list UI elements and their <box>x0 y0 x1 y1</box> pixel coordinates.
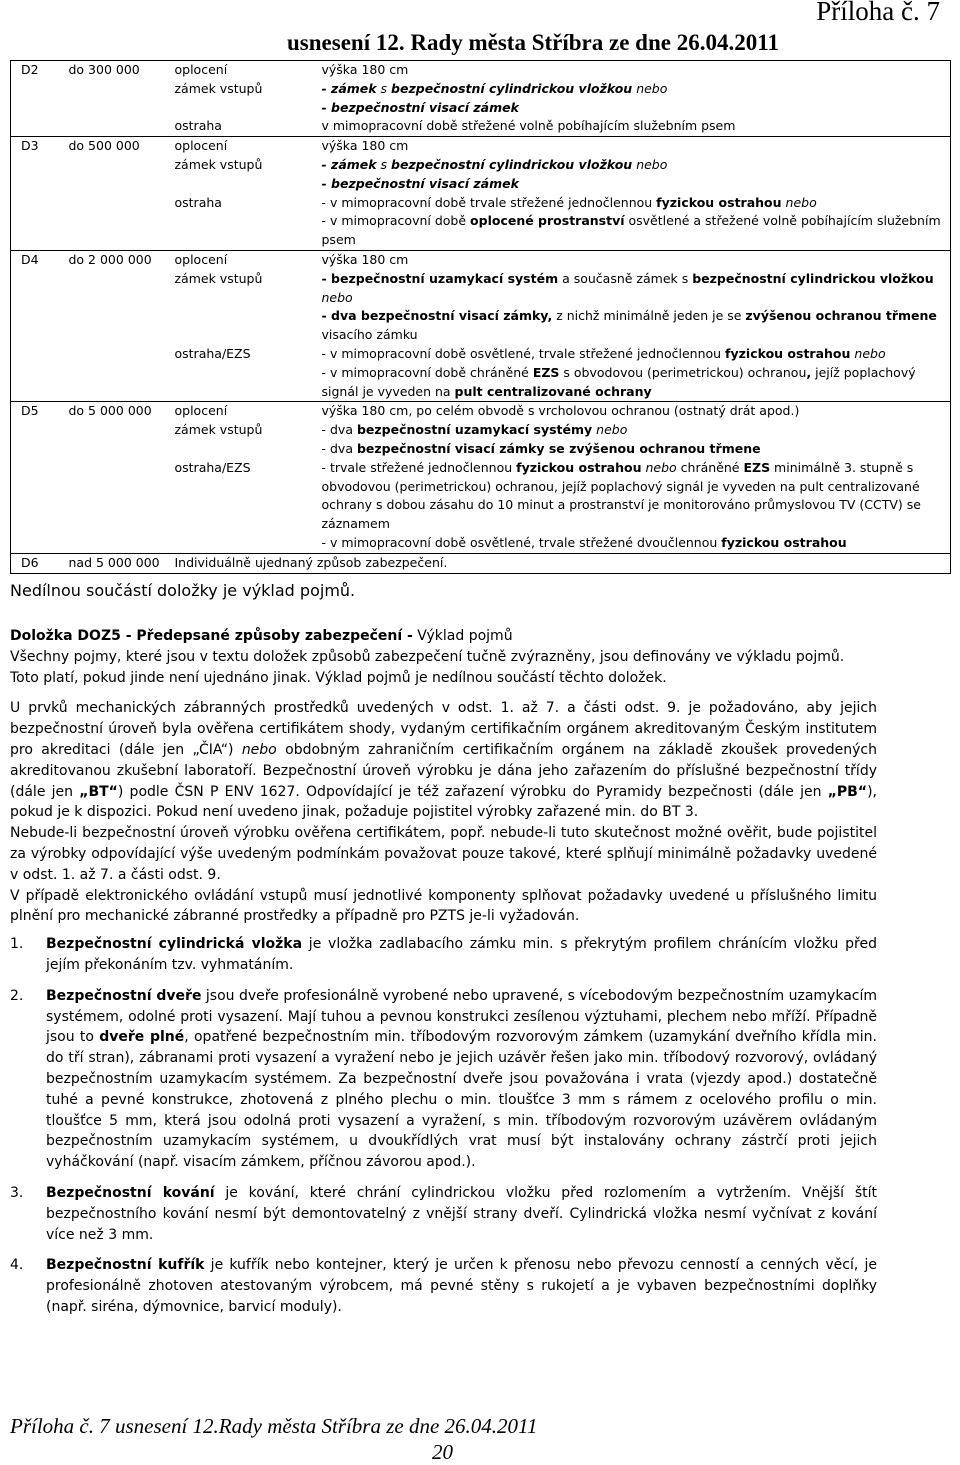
grade-cell <box>11 117 69 136</box>
attachment-label: Příloha č. 7 <box>816 0 940 26</box>
requirement-cell <box>321 80 951 118</box>
definition-number: 2. <box>10 987 24 1004</box>
requirement-line: výška 180 cm <box>321 62 409 77</box>
limit-cell <box>69 421 175 459</box>
item-cell: ostraha/EZS <box>174 345 251 361</box>
requirement-line: - bezpečnostní uzamykací systém a současně zámek s bezpečnostní cylindrickou vložkou nebo <box>321 270 934 305</box>
requirement-cell <box>321 459 951 553</box>
limit-cell <box>69 459 175 553</box>
requirement-cell <box>321 61 951 80</box>
limit-cell <box>69 117 175 136</box>
table-row <box>11 194 951 251</box>
table-row <box>11 553 951 573</box>
table-row <box>11 61 951 80</box>
definition-text: Bezpečnostní kování je kování, které chrání cylindrickou vložku před rozlomením a vytržením. Vnější štít bezpečnostního kování nesmí být demontovatelný z vnější strany dveří. Cylindrická vložka nesmí vyčnívat z kování více než 3 mm. <box>46 1184 877 1243</box>
requirement-line: - trvale střežené jednočlennou fyzickou ostrahou nebo chráněné EZS minimálně 3. stupně s obvodovou (perimetrickou) ochranou, jejíž poplachový signál je vyveden na pult centralizované ochrany s dobou zásahu do 10 minut a prostranství je monitorováno průmyslovou TV (CCTV) se záznamem <box>321 459 921 532</box>
definitions-section <box>10 626 877 1328</box>
intro-line-1: Všechny pojmy, které jsou v textu doložek způsobů zabezpečení tučně zvýrazněny, jsou definovány ve výkladu pojmů. <box>10 648 845 665</box>
item-cell: ostraha <box>174 194 222 210</box>
grade-cell <box>11 421 69 459</box>
requirement-cell <box>321 156 951 194</box>
grade-cell <box>11 194 69 251</box>
limit-cell <box>69 345 175 402</box>
table-row <box>11 156 951 194</box>
definition-number: 3. <box>10 1184 24 1201</box>
limit-cell <box>69 194 175 251</box>
page-number: 20 <box>432 1440 453 1464</box>
table-row <box>11 402 951 421</box>
uncertified-paragraph: Nebude-li bezpečnostní úroveň výrobku ověřena certifikátem, popř. nebude-li tuto skutečnost možné ověřit, bude pojistitel za výrobky odpovídající výše uvedeným podmínkám považovat pouze takové, které splňují minimálně požadavky uvedené v odst. 1. až 7. a části odst. 9. <box>10 825 877 883</box>
item-cell: oplocení <box>175 250 321 269</box>
definition-item <box>10 986 877 1173</box>
definition-text: Bezpečnostní dveře jsou dveře profesionálně vyrobené nebo upravené, s vícebodovým bezpečnostním uzamykacím systémem, odolné proti vysazení. Mají tuhou a pevnou konstrukci zesílenou výztuhami, plechem nebo mříží. Případně jsou to dveře plné, opatřené bezpečnostním min. tříbodovým rozvorovým zámkem (uzamykání dveřního křídla min. do tří stran), zábranami proti vysazení a vyražení nebo je jejich uzávěr řešen jako min. tříbodový rozvorový, ovládaný bezpečnostním uzamykacím systémem. Za bezpečnostní dveře jsou považována i vrata (vjezdy apod.) dostatečně tuhé a pevné konstrukce, zhotovená z plného plechu o min. tloušťce 3 mm s rámem z ocelového profilu o min. tloušťce 5 mm, která jsou odolná proti vysazení a vyražení, s min. tříbodovým rozvorovým uzávěrem ovládaným bezpečnostním uzamykacím systémem, u dvoukřídlých vrat musí být instalovány ochrany zástrčí proti jejich vyháčkování (např. visacím zámkem, příčnou závorou apod.). <box>46 987 878 1171</box>
certification-paragraph: U prvků mechanických zábranných prostředků uvedených v odst. 1. až 7. a části odst. 9. je požadováno, aby jejich bezpečnostní úroveň byla ověřena certifikátem shody, vydaným certifikačním orgánem akreditovaným Českým institutem pro akreditaci (dále jen „ČIA“) nebo obdobným zahraničním certifikačním orgánem na základě zkoušek provedených akreditovanou zkušební laboratoří. Bezpečnostní úroveň výrobku je dána jeho zařazením do příslušné bezpečnostní třídy (dále jen „BT“) podle ČSN P ENV 1627. Odpovídající je též zařazení výrobku do Pyramidy bezpečnosti (dále jen „PB“), pokud je k dispozici. Pokud není uvedeno jinak, požaduje pojistitel výrobky zařazené min. do BT 3. <box>10 700 877 821</box>
requirement-cell <box>321 421 951 459</box>
electronic-access-paragraph: V případě elektronického ovládání vstupů musí jednotlivé komponenty splňovat požadavky uvedené u příslušného limitu plnění pro mechanické zábranné prostředky a případně pro PZTS je-li vyžadován. <box>10 887 877 925</box>
requirement-cell <box>321 117 951 136</box>
requirement-line: - zámek s bezpečnostní cylindrickou vložkou nebo <box>321 80 668 96</box>
requirement-cell <box>321 270 951 345</box>
table-row <box>11 421 951 459</box>
clause-title: Doložka DOZ5 - Předepsané způsoby zabezpečení - <box>10 628 413 644</box>
limit-cell <box>69 156 175 194</box>
requirement-line: - v mimopracovní době chráněné EZS s obvodovou (perimetrickou) ochranou, jejíž poplachový signál je vyveden na pult centralizované ochrany <box>321 364 916 399</box>
definition-number: 1. <box>10 936 24 953</box>
table-row <box>11 270 951 345</box>
clause-subtitle: Výklad pojmů <box>412 628 513 644</box>
requirement-cell <box>321 345 951 402</box>
grade-cell <box>11 80 69 118</box>
grade-cell: D4 <box>11 250 69 269</box>
item-cell: ostraha/EZS <box>174 459 251 475</box>
table-row <box>11 459 951 553</box>
requirement-cell <box>321 250 951 269</box>
definitions-note: Nedílnou součástí doložky je výklad pojmů. <box>10 581 356 600</box>
grade-cell <box>11 156 69 194</box>
requirement-line: - dva bezpečnostní visací zámky se zvýšenou ochranou třmene <box>321 440 761 456</box>
table-row <box>11 80 951 118</box>
definition-text: Bezpečnostní cylindrická vložka je vložka zadlabacího zámku min. s překrytým profilem chránícím vložku před jejím překonáním tzv. vyhmatáním. <box>46 936 877 973</box>
item-cell: oplocení <box>175 402 321 421</box>
intro-line-2: Toto platí, pokud jinde není ujednáno jinak. Výklad pojmů je nedílnou součástí těchto doložek. <box>10 669 667 686</box>
item-cell: zámek vstupů <box>174 156 263 172</box>
item-cell: ostraha <box>174 118 222 134</box>
grade-cell: D2 <box>11 61 69 80</box>
requirement-line: v mimopracovní době střežené volně pobíhajícím služebním psem <box>321 118 736 134</box>
limit-cell <box>69 270 175 345</box>
definition-number: 4. <box>10 1257 24 1274</box>
item-cell: oplocení <box>175 137 321 156</box>
limit-cell: do 5 000 000 <box>69 402 175 421</box>
grade-cell: D3 <box>11 137 69 156</box>
grade-cell: D6 <box>11 553 69 573</box>
item-cell: zámek vstupů <box>174 422 263 438</box>
item-cell: oplocení <box>175 61 321 80</box>
definitions-list <box>10 934 877 1318</box>
item-cell: zámek vstupů <box>174 270 263 286</box>
clause-heading <box>10 626 877 647</box>
requirement-cell <box>321 137 951 156</box>
page-footer: Příloha č. 7 usnesení 12.Rady města Stříbra ze dne 26.04.2011 <box>10 1414 538 1438</box>
grade-cell: D5 <box>11 402 69 421</box>
limit-cell: do 300 000 <box>69 61 175 80</box>
definition-text: Bezpečnostní kufřík je kufřík nebo kontejner, který je určen k přenosu nebo převozu cenností a cenných věcí, je profesionálně zhotoven atestovaným výrobcem, má pevné stěny s rukojetí a je vybaven bezpečnostními doplňky (např. siréna, dýmovnice, barvicí moduly). <box>46 1257 877 1315</box>
grade-cell <box>11 270 69 345</box>
definition-item <box>10 934 877 976</box>
definition-item <box>10 1183 877 1245</box>
requirement-line: - v mimopracovní době trvale střežené jednočlennou fyzickou ostrahou nebo <box>321 194 817 210</box>
requirement-line: výška 180 cm, po celém obvodě s vrcholovou ochranou (ostnatý drát apod.) <box>321 403 800 419</box>
limit-cell <box>69 80 175 118</box>
requirement-cell <box>321 402 951 421</box>
requirement-line: - bezpečnostní visací zámek <box>321 175 519 191</box>
resolution-header: usnesení 12. Rady města Stříbra ze dne 26.04.2011 <box>287 30 779 55</box>
requirement-cell <box>321 194 951 251</box>
requirement-line: - v mimopracovní době osvětlené, trvale střežené dvoučlennou fyzickou ostrahou <box>321 534 847 550</box>
requirement-line: - bezpečnostní visací zámek <box>321 99 519 115</box>
security-requirements-table <box>10 60 951 574</box>
requirement-line: výška 180 cm <box>321 251 409 267</box>
limit-cell: nad 5 000 000 <box>69 553 175 573</box>
item-cell: Individuálně ujednaný způsob zabezpečení. <box>175 553 951 573</box>
requirement-line: výška 180 cm <box>321 138 409 154</box>
requirement-line: - zámek s bezpečnostní cylindrickou vložkou nebo <box>321 156 668 172</box>
requirement-line: - dva bezpečnostní uzamykací systémy nebo <box>321 422 628 438</box>
definition-item <box>10 1255 877 1317</box>
table-row <box>11 345 951 402</box>
requirement-line: - v mimopracovní době osvětlené, trvale střežené jednočlennou fyzickou ostrahou nebo <box>321 345 886 361</box>
item-cell: zámek vstupů <box>174 80 263 96</box>
table-row <box>11 117 951 136</box>
grade-cell <box>11 345 69 402</box>
grade-cell <box>11 459 69 553</box>
limit-cell: do 2 000 000 <box>69 250 175 269</box>
requirement-line: - v mimopracovní době oplocené prostranství osvětlené a střežené volně pobíhajícím služebním psem <box>321 213 941 248</box>
table-row <box>11 137 951 156</box>
requirement-line: - dva bezpečnostní visací zámky, z nichž minimálně jeden je se zvýšenou ochranou třmene visacího zámku <box>321 308 937 343</box>
limit-cell: do 500 000 <box>69 137 175 156</box>
table-row <box>11 250 951 269</box>
